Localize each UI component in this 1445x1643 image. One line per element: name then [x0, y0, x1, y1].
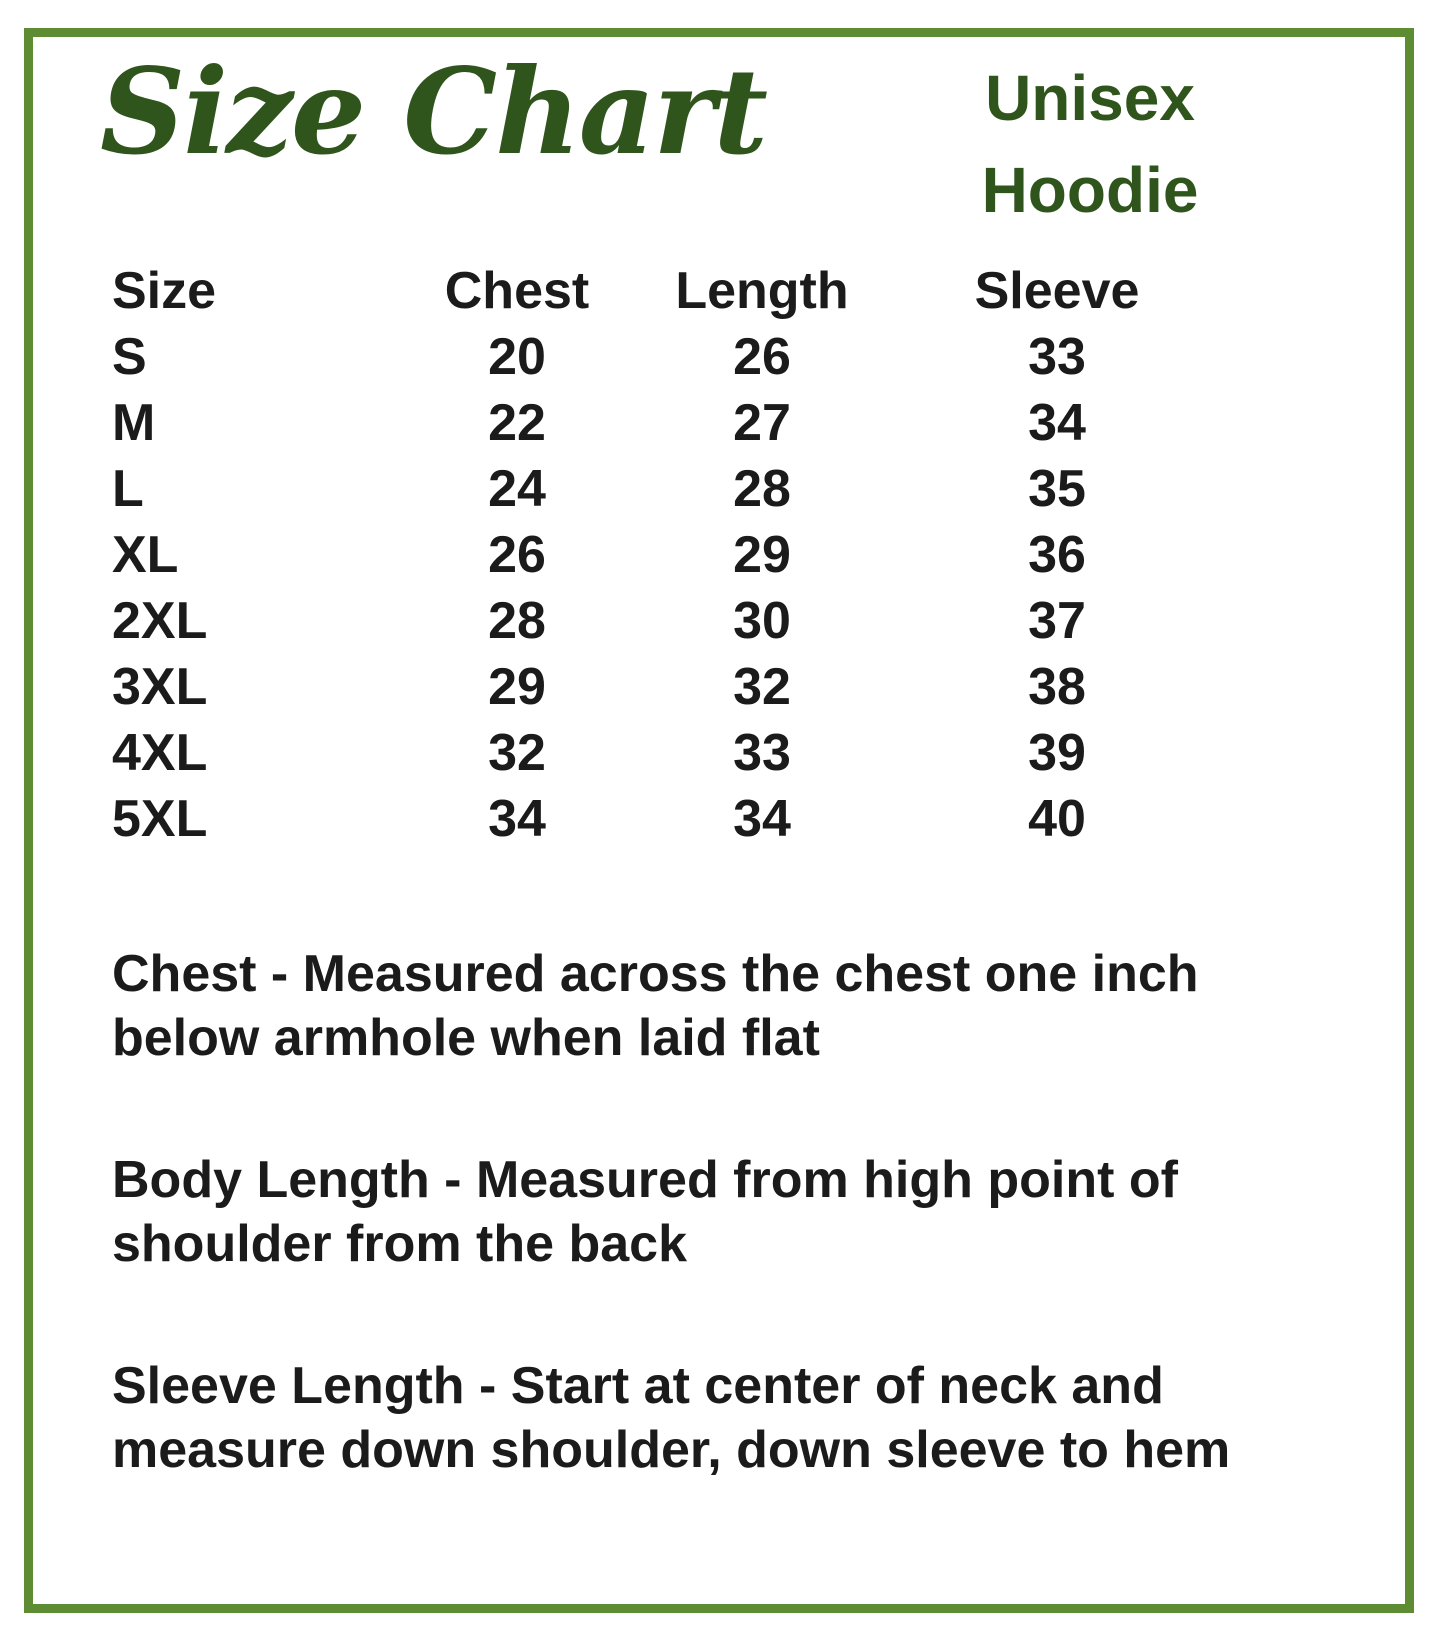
length-cell: 28 [733, 460, 791, 518]
size-cell: 5XL [112, 790, 208, 848]
note-chest-line2: below armhole when laid flat [112, 1009, 820, 1067]
length-cell: 27 [733, 394, 791, 452]
sleeve-cell: 36 [1028, 526, 1086, 584]
chest-cell: 34 [488, 790, 546, 848]
sleeve-cell: 38 [1028, 658, 1086, 716]
sleeve-cell: 33 [1028, 328, 1086, 386]
sleeve-cell: 39 [1028, 724, 1086, 782]
size-cell: XL [112, 526, 179, 584]
size-cell: M [112, 394, 156, 452]
size-cell: L [112, 460, 144, 518]
chest-cell: 20 [488, 328, 546, 386]
note-sleeve-length-line2: measure down shoulder, down sleeve to hem [112, 1421, 1231, 1479]
note-sleeve-length [112, 1354, 1230, 1482]
chest-cell: 22 [488, 394, 546, 452]
note-chest-line1: Chest - Measured across the chest one inch [112, 945, 1199, 1003]
size-cell: S [112, 328, 147, 386]
page-title: Size Chart [100, 42, 767, 181]
length-cell: 33 [733, 724, 791, 782]
product-type-line1: Unisex [985, 62, 1195, 134]
length-cell: 32 [733, 658, 791, 716]
length-cell: 30 [733, 592, 791, 650]
chest-cell: 24 [488, 460, 546, 518]
sleeve-cell: 40 [1028, 790, 1086, 848]
size-table [112, 258, 1202, 852]
chest-cell: 29 [488, 658, 546, 716]
note-sleeve-length-line1: Sleeve Length - Start at center of neck and [112, 1357, 1164, 1415]
column-header-length: Length [675, 262, 849, 320]
length-cell: 26 [733, 328, 791, 386]
measurement-notes [112, 942, 1230, 1560]
chest-cell: 28 [488, 592, 546, 650]
sleeve-cell: 37 [1028, 592, 1086, 650]
product-type-label [900, 52, 1280, 236]
column-header-size: Size [112, 262, 217, 320]
note-chest [112, 942, 1230, 1070]
size-cell: 2XL [112, 592, 208, 650]
column-header-sleeve: Sleeve [974, 262, 1140, 320]
length-cell: 34 [733, 790, 791, 848]
length-cell: 29 [733, 526, 791, 584]
product-type-line2: Hoodie [981, 154, 1199, 226]
chest-cell: 26 [488, 526, 546, 584]
sleeve-cell: 34 [1028, 394, 1086, 452]
size-cell: 4XL [112, 724, 208, 782]
note-body-length [112, 1148, 1230, 1276]
size-cell: 3XL [112, 658, 208, 716]
sleeve-cell: 35 [1028, 460, 1086, 518]
chest-cell: 32 [488, 724, 546, 782]
note-body-length-line1: Body Length - Measured from high point of [112, 1151, 1178, 1209]
column-header-chest: Chest [444, 262, 590, 320]
note-body-length-line2: shoulder from the back [112, 1215, 687, 1273]
